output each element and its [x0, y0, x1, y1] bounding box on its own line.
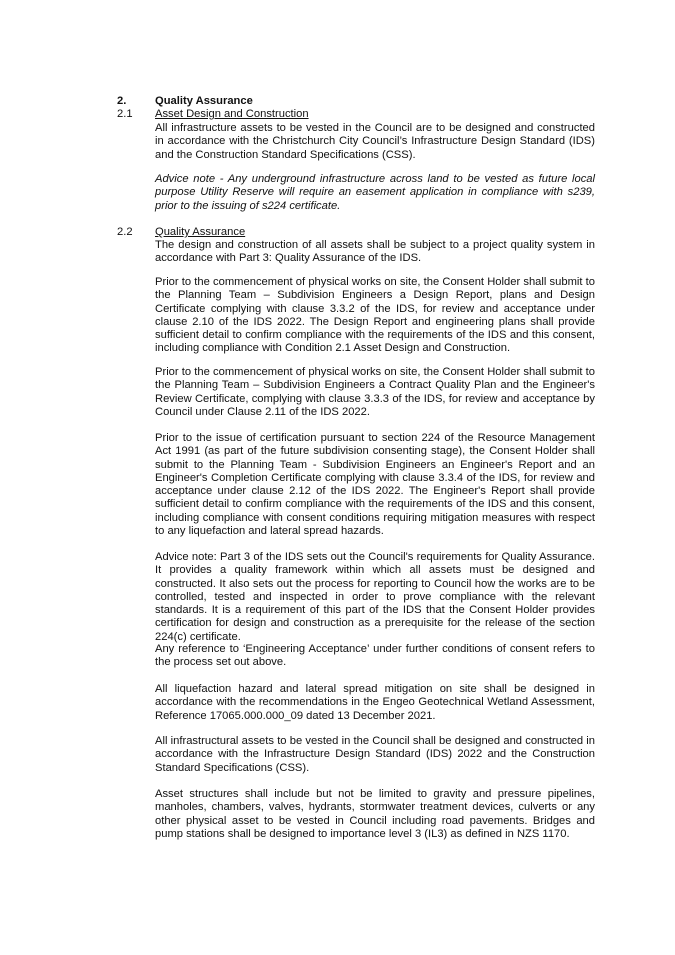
body-paragraph: All infrastructural assets to be vested in the Council shall be designed and constructed in accordance with the Infrastructure Design Standard (IDS) 2022 and the Construction Standard Specifications (CSS). [155, 735, 595, 774]
advice-note-paragraph: Advice note: Part 3 of the IDS sets out the Council's requirements for Quality Assurance. It provides a quality framework within which all assets must be designed and constructed. It also sets out the process for reporting to Council how the works are to be controlled, tested and inspected in order to prove compliance with the relevant standards. It is a requirement of this part of the IDS that the Consent Holder provides certification for design and construction as a prerequisite for the release of the section 224(c) certificate. [155, 551, 595, 643]
body-paragraph: The design and construction of all assets shall be subject to a project quality system in accordance with Part 3: Quality Assurance of the IDS. [155, 239, 595, 265]
body-paragraph: All infrastructure assets to be vested in the Council are to be designed and constructed in accordance with the Christchurch City Council’s Infrastructure Design Standard (IDS) and the Construction Standard Specifications (CSS). [155, 122, 595, 161]
subsection-number: 2.1 [117, 108, 133, 120]
section-title: Quality Assurance [155, 95, 253, 107]
body-paragraph: Prior to the issue of certification pursuant to section 224 of the Resource Management Act 1991 (as part of the future subdivision consenting stage), the Consent Holder shall submit to the Planning Team - Subdivision Engineers an Engineer's Report and an Engineer's Completion Certificate complying with clause 3.3.4 of the IDS, for review and acceptance under clause 2.12 of the IDS 2022. The Engineer's Report shall provide sufficient detail to confirm compliance with the requirements of the IDS and this consent, including compliance with consent conditions requiring mitigation measures with respect to any liquefaction and lateral spread hazards. [155, 432, 595, 537]
body-paragraph: Prior to the commencement of physical works on site, the Consent Holder shall submit to the Planning Team – Subdivision Engineers a Design Report, plans and Design Certificate complying with clause 3.3.2 of the IDS, for review and acceptance under clause 2.10 of the IDS 2022. The Design Report and engineering plans shall provide sufficient detail to confirm compliance with the requirements of the IDS and this consent, including compliance with Condition 2.1 Asset Design and Construction. [155, 276, 595, 355]
body-paragraph: Prior to the commencement of physical works on site, the Consent Holder shall submit to the Planning Team – Subdivision Engineers a Contract Quality Plan and the Engineer's Review Certificate, complying with clause 3.3.3 of the IDS, for review and acceptance by Council under Clause 2.11 of the IDS 2022. [155, 366, 595, 418]
body-paragraph: Asset structures shall include but not be limited to gravity and pressure pipelines, manholes, chambers, valves, hydrants, stormwater treatment devices, culverts or any other physical asset to be vested in Council including road pavements. Bridges and pump stations shall be designed to importance level 3 (IL3) as defined in NZS 1170. [155, 788, 595, 840]
advice-note-paragraph: Advice note - Any underground infrastructure across land to be vested as future local purpose Utility Reserve will require an easement application in compliance with s239, prior to the issuing of s224 certificate. [155, 173, 595, 212]
subsection-title: Quality Assurance [155, 226, 246, 238]
subsection-title: Asset Design and Construction [155, 108, 309, 120]
section-number: 2. [117, 95, 127, 107]
body-paragraph: All liquefaction hazard and lateral spread mitigation on site shall be designed in accordance with the recommendations in the Engeo Geotechnical Wetland Assessment, Reference 17065.000.000_09 dated 13 December 2021. [155, 683, 595, 722]
body-paragraph: Any reference to ‘Engineering Acceptance’ under further conditions of consent refers to the process set out above. [155, 643, 595, 669]
subsection-number: 2.2 [117, 226, 133, 238]
